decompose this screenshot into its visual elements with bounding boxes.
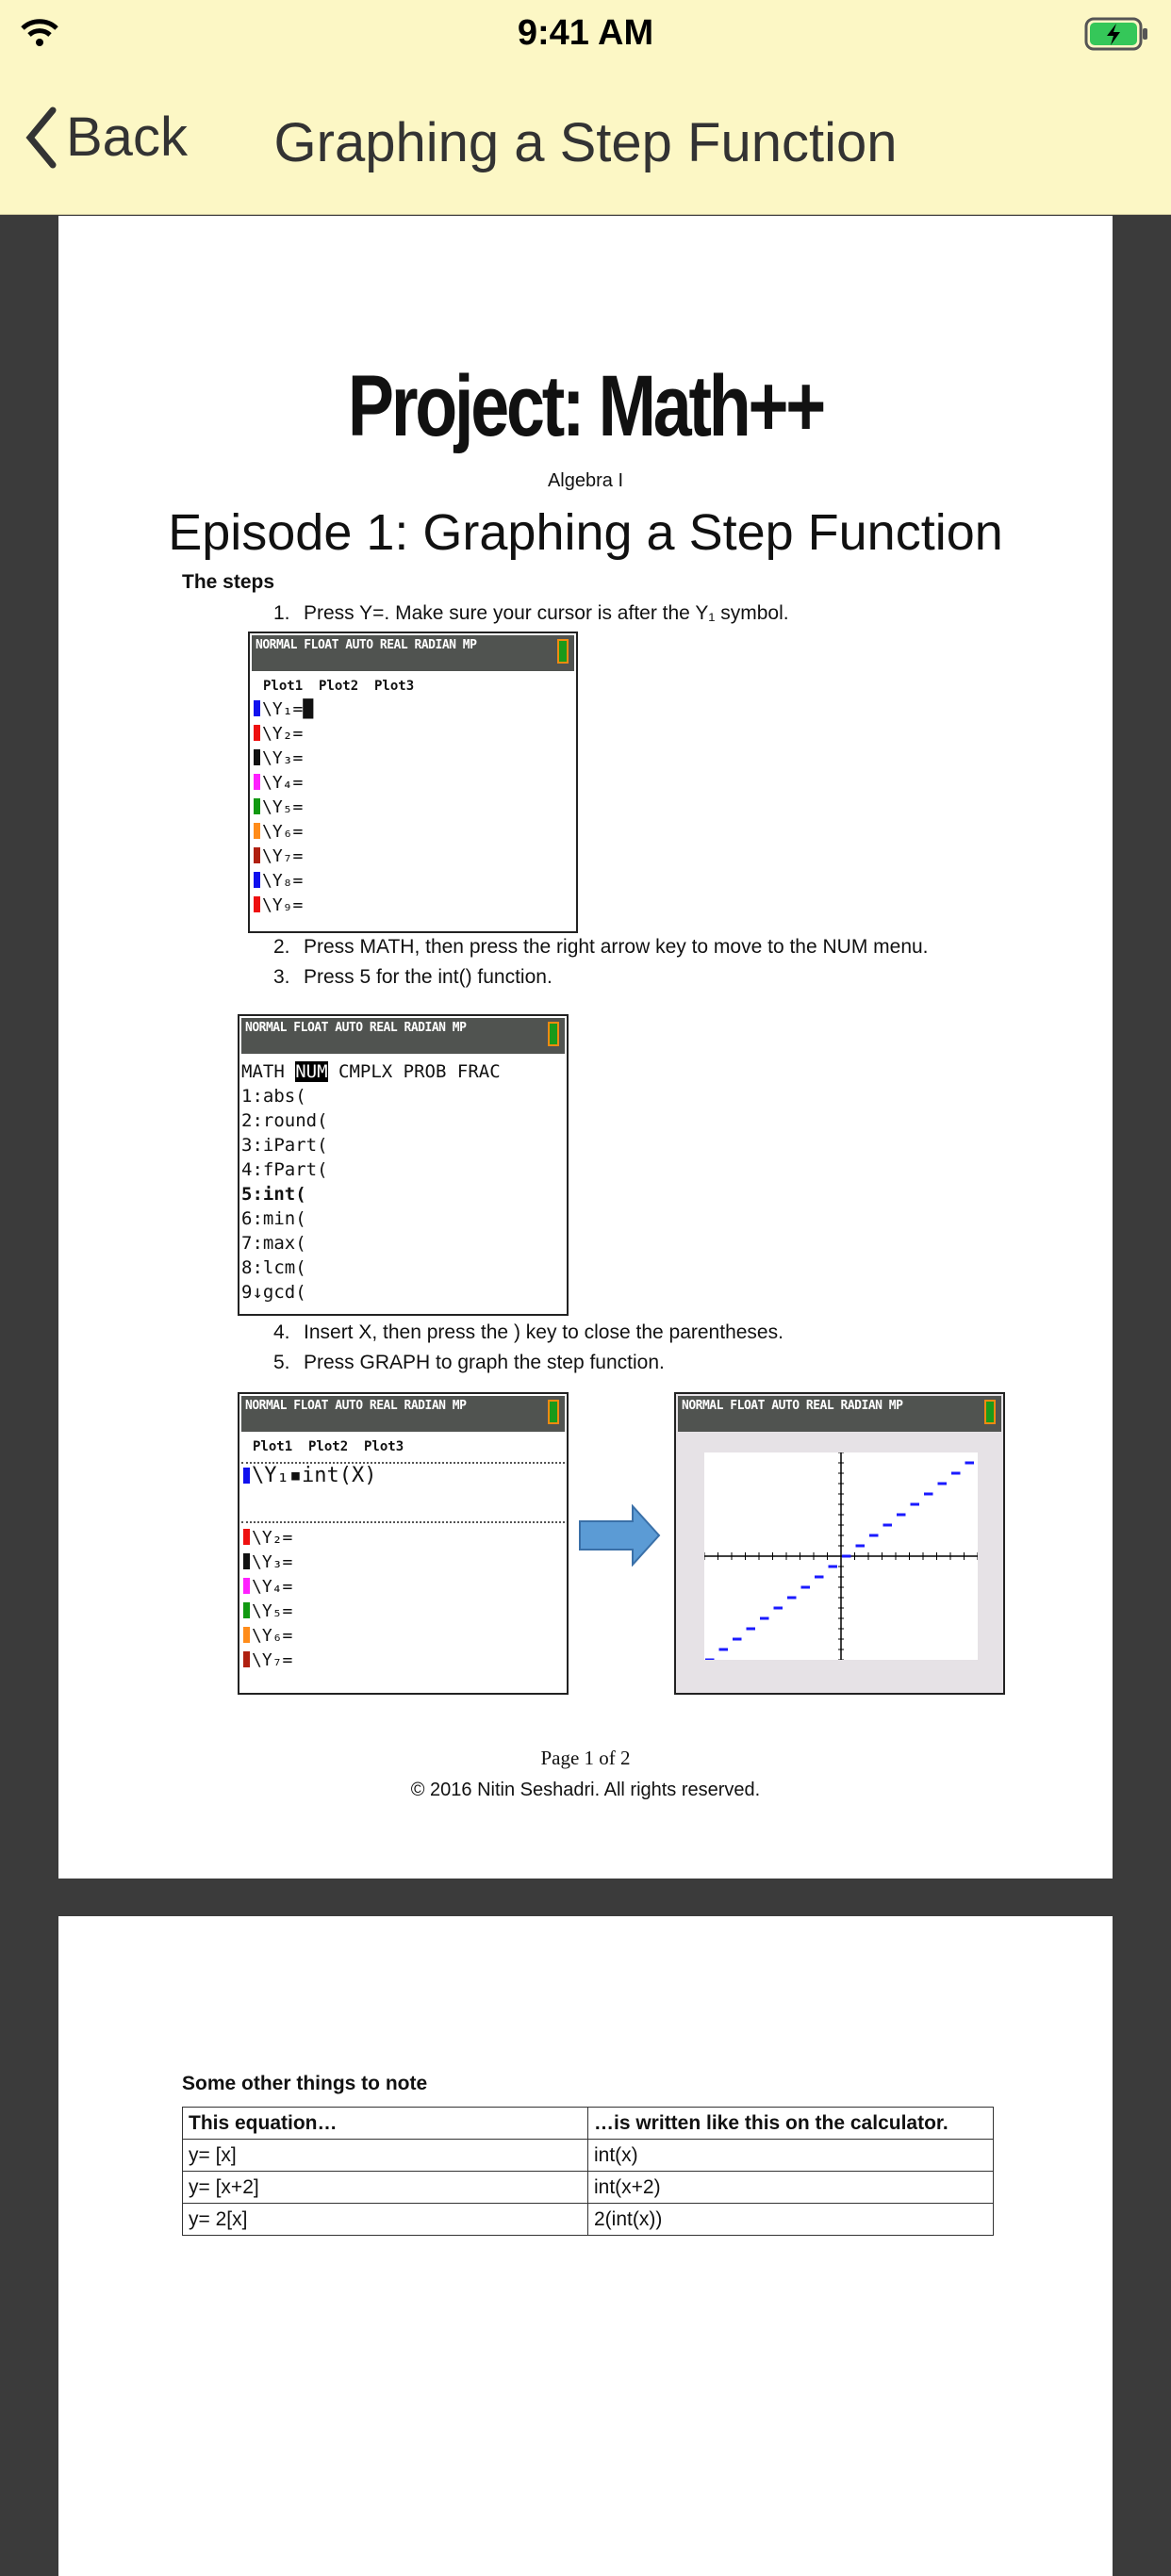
battery-charging-icon	[1084, 17, 1150, 56]
table-row: y= [x+2] int(x+2)	[183, 2172, 994, 2204]
doc-subtitle: Algebra I	[547, 470, 624, 491]
menu-item: 7:max(	[241, 1233, 306, 1254]
y-row: \Y₃=	[243, 1551, 292, 1575]
battery-icon	[984, 1400, 996, 1424]
menu-tab: CMPLX	[338, 1061, 393, 1082]
menu-item: 8:lcm(	[241, 1257, 306, 1278]
doc-title: Project: Math++	[347, 358, 824, 454]
notes-table	[182, 2107, 994, 2236]
menu-item: 2:round(	[241, 1110, 328, 1131]
y-row: \Y₆=	[254, 820, 313, 845]
copyright: © 2016 Nitin Seshadri. All rights reserved.	[410, 1780, 761, 1800]
y-row: \Y₅=	[243, 1600, 292, 1624]
step-item: 2. Press MATH, then press the right arrow key to move to the NUM menu.	[273, 936, 929, 958]
table-row: y= [x] int(x)	[183, 2140, 994, 2172]
episode-title: Episode 1: Graphing a Step Function	[168, 504, 1003, 561]
back-label: Back	[66, 107, 188, 168]
y-row: \Y₇=	[243, 1649, 292, 1673]
page-number: Page 1 of 2	[540, 1747, 631, 1769]
arrow-right-icon	[578, 1504, 663, 1571]
menu-item: 6:min(	[241, 1208, 306, 1229]
battery-icon	[548, 1400, 559, 1424]
step-item: 3. Press 5 for the int() function.	[273, 966, 553, 988]
menu-item: 5:int(	[241, 1184, 306, 1205]
status-time: 9:41 AM	[517, 13, 654, 53]
menu-tab: MATH	[241, 1061, 285, 1082]
page-title: Graphing a Step Function	[273, 112, 898, 173]
step-item: 5. Press GRAPH to graph the step function.	[273, 1352, 665, 1373]
y-row: \Y₂=	[254, 722, 313, 747]
pdf-page-1	[58, 216, 1113, 1879]
calc-screen-y-editor: NORMAL FLOAT AUTO REAL RADIAN MP Plot1 Plot2 Plot3 \Y₁=█ \Y₂= \Y₃= \Y₄= \Y₅= \Y₆= \Y₇= \Y₈= \Y₉=	[248, 632, 578, 933]
pdf-page-2	[58, 1916, 1113, 2576]
y-row: \Y₄=	[243, 1575, 292, 1600]
steps-heading: The steps	[182, 571, 275, 593]
y-row: \Y₇=	[254, 845, 313, 869]
y-row: \Y₉=	[254, 894, 313, 918]
menu-item: 4:fPart(	[241, 1159, 328, 1180]
y1-row: \Y₁▪int(X)	[243, 1464, 376, 1488]
y-row: \Y₈=	[254, 869, 313, 894]
y-row: \Y₁=█	[254, 697, 313, 722]
y-row: \Y₄=	[254, 771, 313, 796]
menu-item: 9↓gcd(	[241, 1282, 306, 1303]
y-row: \Y₅=	[254, 796, 313, 820]
num-menu	[241, 1059, 501, 1304]
y-row: \Y₂=	[243, 1526, 292, 1551]
notes-heading: Some other things to note	[182, 2073, 428, 2094]
step-item: 1. Press Y=. Make sure your cursor is after the Y₁ symbol.	[273, 602, 789, 624]
menu-item: 1:abs(	[241, 1086, 306, 1107]
nav-bar	[0, 0, 1171, 215]
battery-icon	[557, 639, 569, 664]
menu-tab: PROB	[403, 1061, 447, 1082]
calc-screen-math-menu: NORMAL FLOAT AUTO REAL RADIAN MP MATH NUM CMPLX PROB FRAC 1:abs( 2:round( 3:iPart( 4:fPart( 5:int( 6:min( 7:max( 8:lcm( 9↓gcd(	[238, 1014, 569, 1316]
menu-item: 3:iPart(	[241, 1135, 328, 1156]
step-item: 4. Insert X, then press the ) key to close the parentheses.	[273, 1321, 783, 1343]
y-row: \Y₃=	[254, 747, 313, 771]
menu-tab: NUM	[295, 1061, 328, 1082]
calc-screen-y1-int: NORMAL FLOAT AUTO REAL RADIAN MP Plot1 Plot2 Plot3 \Y₁▪int(X) \Y₂= \Y₃= \Y₄= \Y₅= \Y₆= \Y₇=	[238, 1392, 569, 1695]
table-row: y= 2[x] 2(int(x))	[183, 2204, 994, 2236]
calc-screen-graph: NORMAL FLOAT AUTO REAL RADIAN MP	[674, 1392, 1005, 1695]
battery-icon	[548, 1022, 559, 1046]
y-row: \Y₆=	[243, 1624, 292, 1649]
step-graph	[704, 1452, 978, 1660]
table-header-row: This equation… …is written like this on the calculator.	[183, 2108, 994, 2140]
menu-tab: FRAC	[456, 1061, 501, 1082]
